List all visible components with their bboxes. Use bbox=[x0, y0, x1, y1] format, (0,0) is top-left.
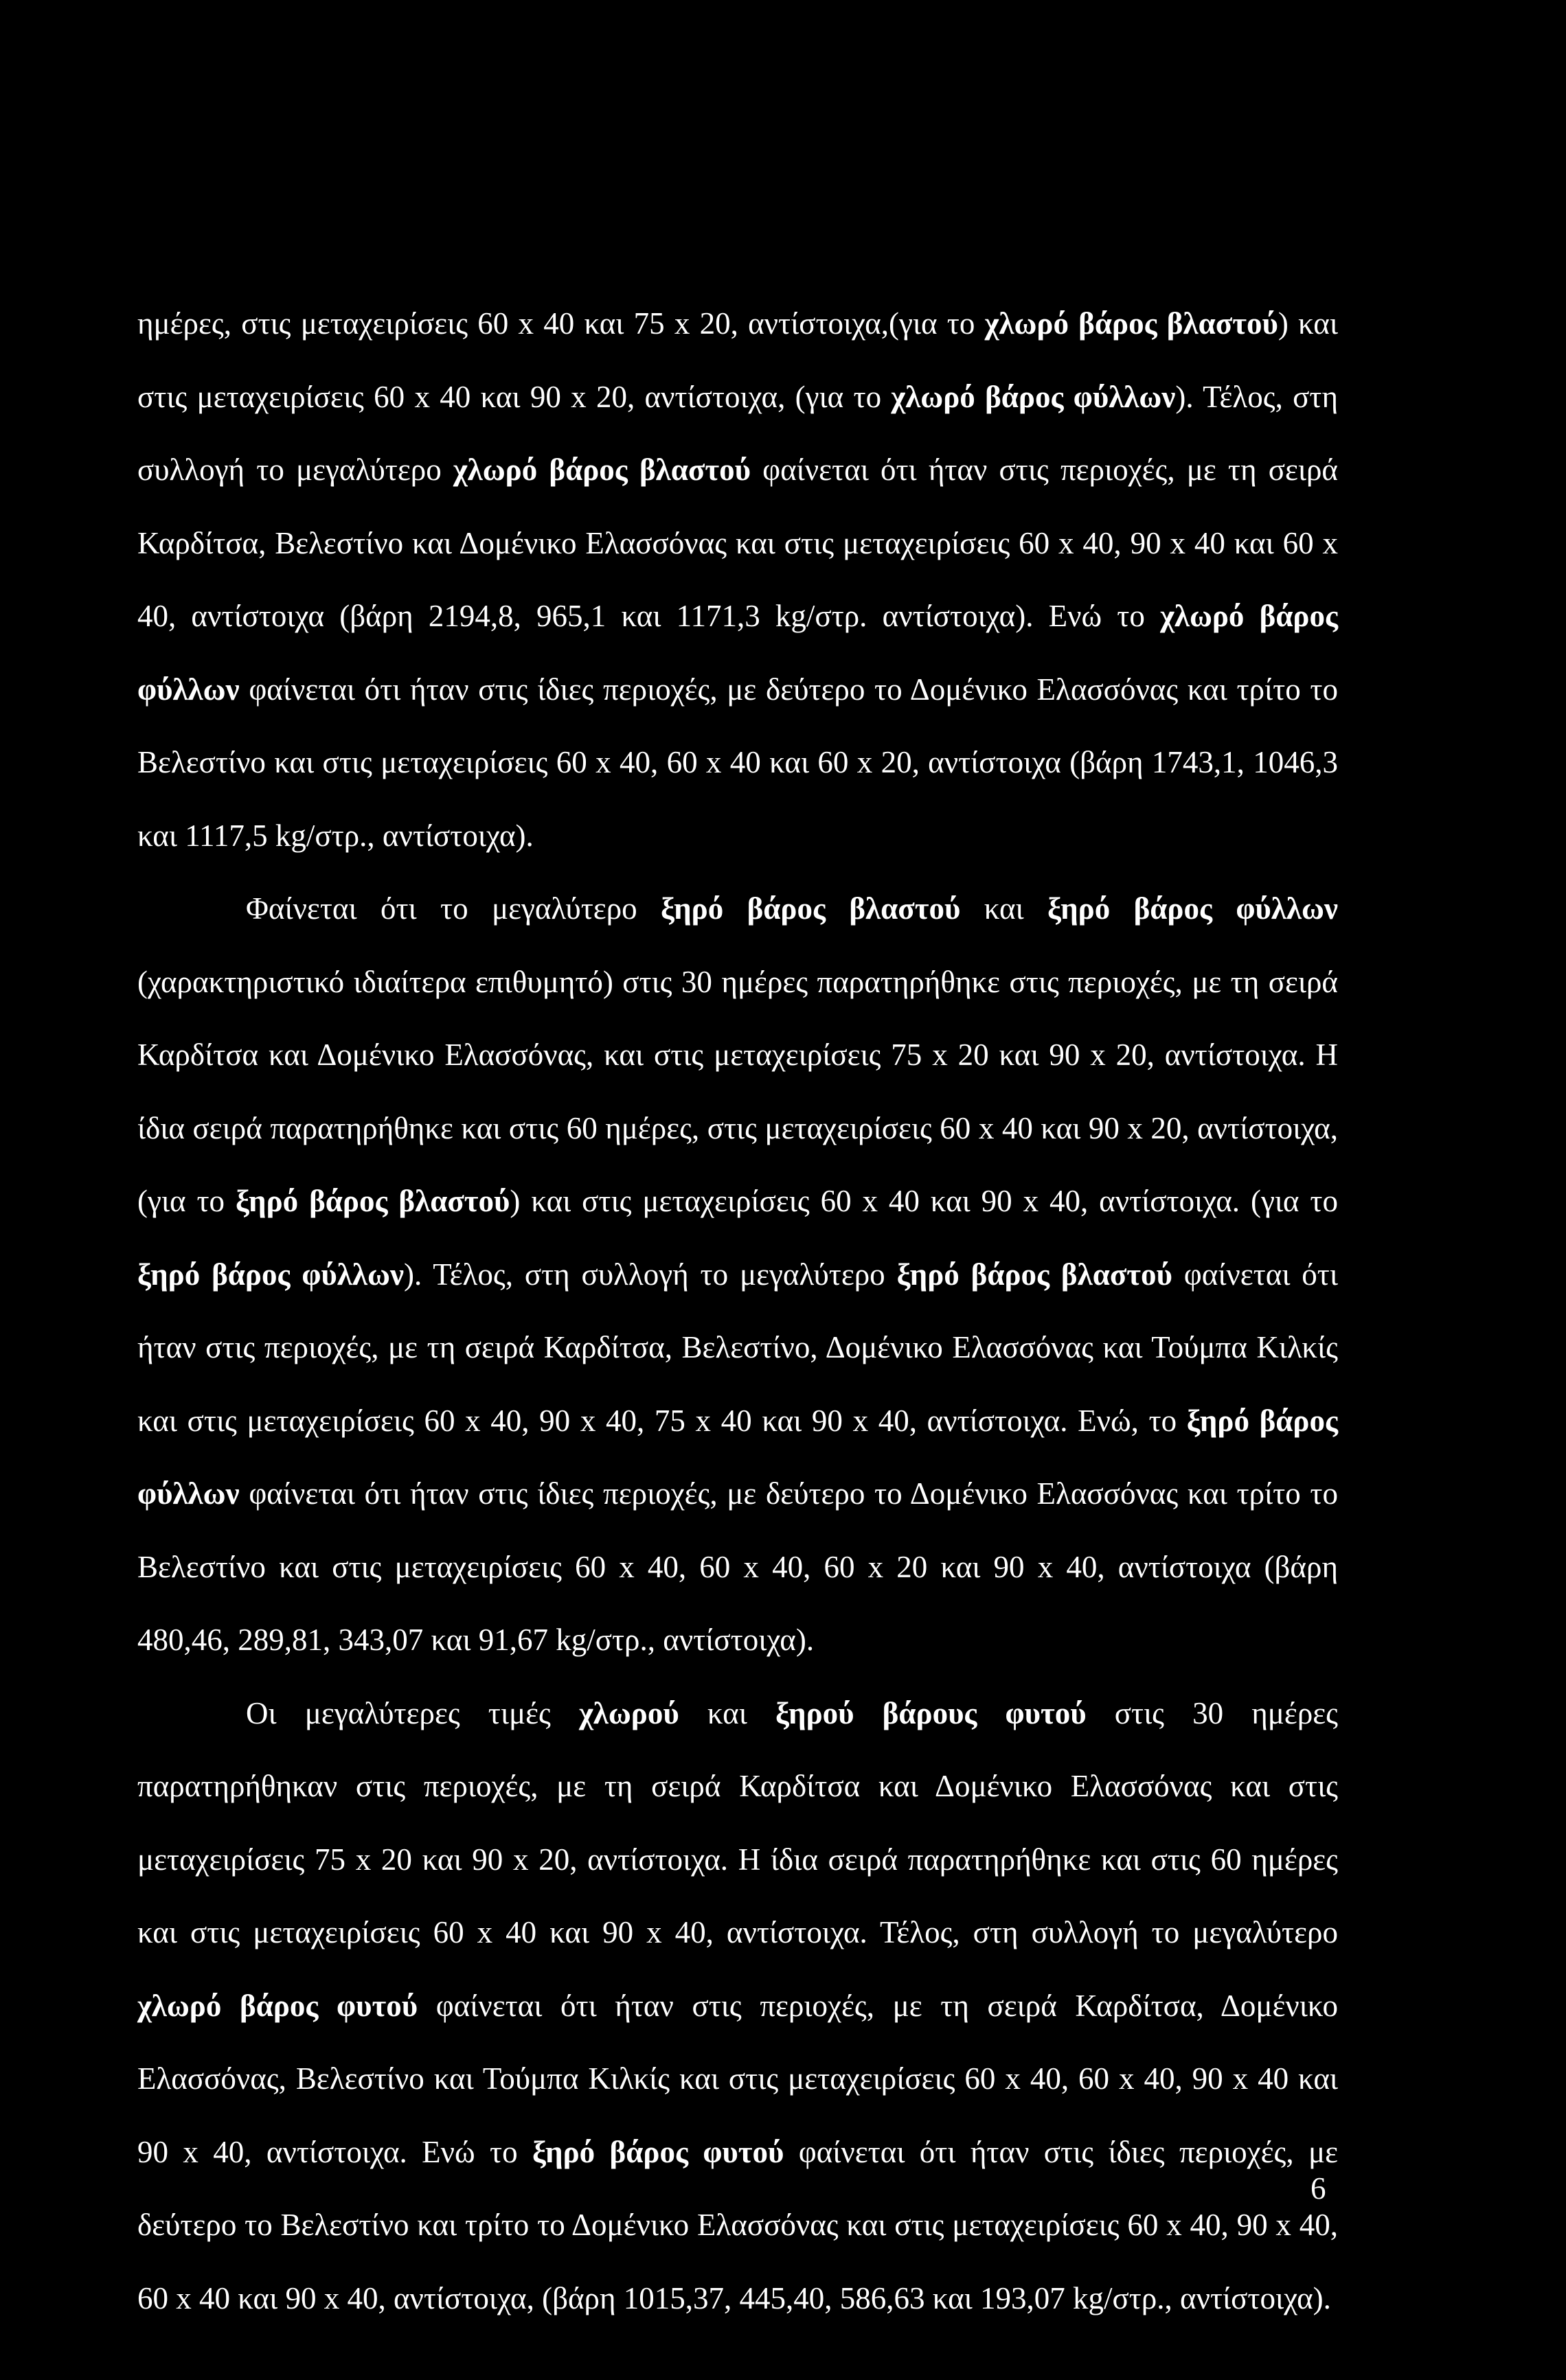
paragraph-2 bbox=[137, 872, 1338, 1677]
bold-term: ξηρό βάρος φύλλων bbox=[137, 1403, 1338, 1511]
paragraph-1 bbox=[137, 287, 1338, 872]
text-segment: Οι μεγαλύτερες τιμές bbox=[246, 1695, 579, 1730]
text-segment: στις 30 ημέρες παρατηρήθηκαν στις περιοχές, με τη σειρά Καρδίτσα και Δομένικο Ελασσόνας και στις μεταχειρίσεις 75 x 20 και 90 x 20, αντίστοιχα. Η ίδια σειρά παρατηρήθηκε και στις 60 ημέρες και στις μεταχειρίσεις 60 x 40 και 90 x 40, αντίστοιχα. Τέλος, στη συλλογή το μεγαλύτερο bbox=[137, 1695, 1339, 1949]
text-segment: ). Τέλος, στη συλλογή το μεγαλύτερο bbox=[137, 379, 1338, 487]
bold-term: χλωρό βάρος φύλλων bbox=[137, 599, 1338, 707]
text-segment: (χαρακτηριστικό ιδιαίτερα επιθυμητό) στις 30 ημέρες παρατηρήθηκε στις περιοχές, με τη σειρά Καρδίτσα και Δομένικο Ελασσόνας, και στις μεταχειρίσεις 75 x 20 και 90 x 20, αντίστοιχα. Η ίδια σειρά παρατηρήθηκε και στις 60 ημέρες, στις μεταχειρίσεις 60 x 40 και 90 x 20, αντίστοιχα, (για το bbox=[137, 964, 1338, 1218]
text-segment: φαίνεται ότι ήταν στις περιοχές, με τη σειρά Καρδίτσα, Βελεστίνο, Δομένικο Ελασσόνας και Τούμπα Κιλκίς και στις μεταχειρίσεις 60 x 40, 90 x 40, 75 x 40 και 90 x 40, αντίστοιχα. Ενώ, το bbox=[137, 1257, 1338, 1438]
text-segment: Φαίνεται ότι το μεγαλύτερο bbox=[246, 891, 661, 926]
text-segment: φαίνεται ότι ήταν στις ίδιες περιοχές, με δεύτερο το Βελεστίνο και τρίτο το Δομένικο Ελασσόνας και στις μεταχειρίσεις 60 x 40, 90 x 40, 60 x 40 και 90 x 40, αντίστοιχα, (βάρη 1015,37, 445,40, 586,63 και 193,07 kg/στρ., αντίστοιχα). bbox=[137, 2134, 1338, 2315]
document-body bbox=[137, 287, 1338, 2335]
text-segment: ημέρες, στις μεταχειρίσεις 60 x 40 και 75 x 20, αντίστοιχα,(για το bbox=[137, 306, 985, 341]
bold-term: ξηρό βάρος φυτού bbox=[532, 2134, 784, 2169]
bold-term: χλωρό βάρος βλαστού bbox=[984, 306, 1278, 341]
text-segment: φαίνεται ότι ήταν στις περιοχές, με τη σειρά Καρδίτσα, Βελεστίνο και Δομένικο Ελασσόνας και στις μεταχειρίσεις 60 x 40, 90 x 40 και 60 x 40, αντίστοιχα (βάρη 2194,8, 965,1 και 1171,3 kg/στρ. αντίστοιχα). Ενώ το bbox=[137, 453, 1338, 633]
bold-term: ξηρό βάρος φύλλων bbox=[137, 1257, 404, 1292]
text-segment: φαίνεται ότι ήταν στις περιοχές, με τη σειρά Καρδίτσα, Δομένικο Ελασσόνας, Βελεστίνο και Τούμπα Κιλκίς και στις μεταχειρίσεις 60 x 40, 60 x 40, 90 x 40 και 90 x 40, αντίστοιχα. Ενώ το bbox=[137, 1988, 1339, 2169]
text-segment: και bbox=[960, 891, 1048, 926]
bold-term: χλωρό βάρος φύλλων bbox=[891, 379, 1176, 414]
text-segment: ) και στις μεταχειρίσεις 60 x 40 και 90 x 20, αντίστοιχα, (για το bbox=[137, 306, 1338, 414]
text-segment: και bbox=[679, 1695, 775, 1730]
bold-term: χλωρό βάρος βλαστού bbox=[453, 453, 751, 487]
bold-term: ξηρό βάρος φύλλων bbox=[1047, 891, 1338, 926]
text-segment: ) και στις μεταχειρίσεις 60 x 40 και 90 x 40, αντίστοιχα. (για το bbox=[510, 1184, 1339, 1218]
bold-term: ξηρού βάρους φυτού bbox=[775, 1695, 1087, 1730]
bold-term: ξηρό βάρος βλαστού bbox=[235, 1184, 510, 1218]
page-number: 6 bbox=[1310, 2171, 1326, 2206]
bold-term: χλωρού bbox=[578, 1695, 679, 1730]
text-segment: φαίνεται ότι ήταν στις ίδιες περιοχές, με δεύτερο το Δομένικο Ελασσόνας και τρίτο το Βελεστίνο και στις μεταχειρίσεις 60 x 40, 60 x 40, 60 x 20 και 90 x 40, αντίστοιχα (βάρη 480,46, 289,81, 343,07 και 91,67 kg/στρ., αντίστοιχα). bbox=[137, 1476, 1338, 1657]
bold-term: ξηρό βάρος βλαστού bbox=[661, 891, 961, 926]
bold-term: χλωρό βάρος φυτού bbox=[137, 1988, 418, 2023]
bold-term: ξηρό βάρος βλαστού bbox=[896, 1257, 1172, 1292]
text-segment: φαίνεται ότι ήταν στις ίδιες περιοχές, με δεύτερο το Δομένικο Ελασσόνας και τρίτο το Βελεστίνο και στις μεταχειρίσεις 60 x 40, 60 x 40 και 60 x 20, αντίστοιχα (βάρη 1743,1, 1046,3 και 1117,5 kg/στρ., αντίστοιχα). bbox=[137, 672, 1338, 853]
paragraph-3 bbox=[137, 1677, 1338, 2335]
text-segment: ). Τέλος, στη συλλογή το μεγαλύτερο bbox=[403, 1257, 897, 1292]
